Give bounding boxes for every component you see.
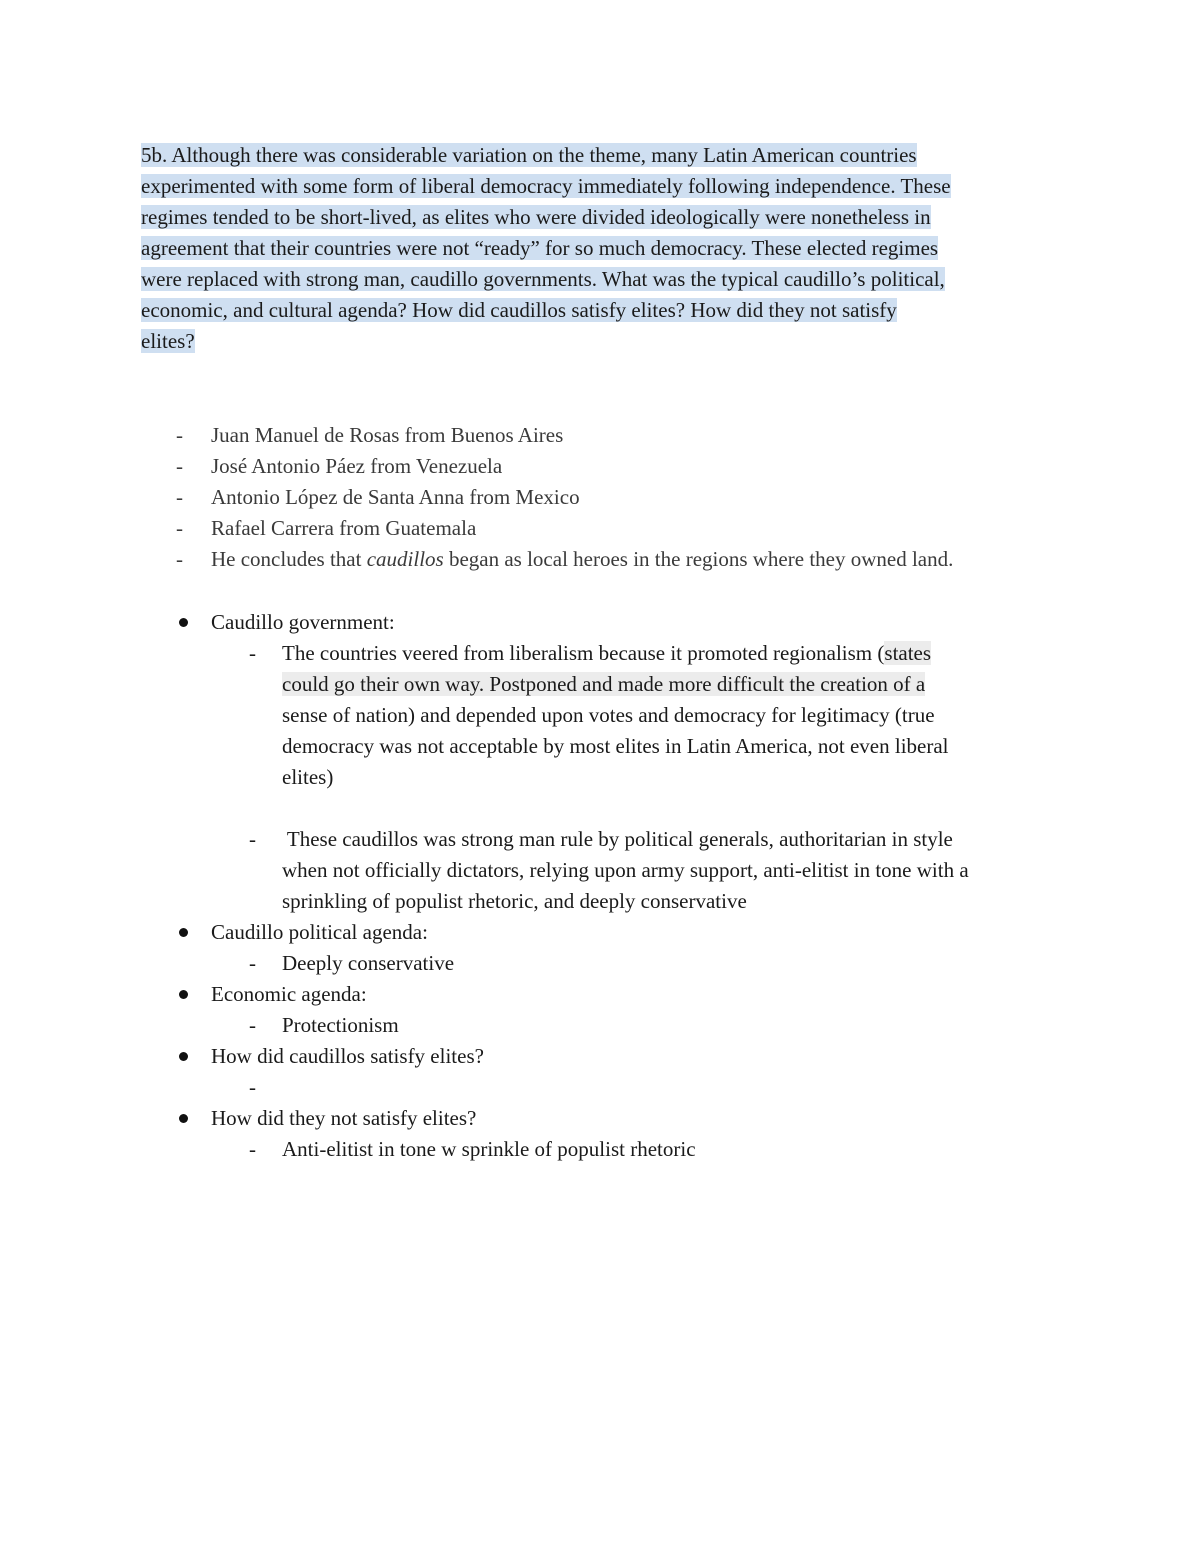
bullet-not-satisfy: [172, 1103, 1072, 1165]
bullet-heading: Caudillo government:: [211, 610, 395, 634]
bullet-dot-icon: [179, 928, 188, 937]
list-item: - José Antonio Páez from Venezuela: [176, 454, 503, 478]
sub-item: -: [249, 1075, 256, 1099]
bullet-heading: How did caudillos satisfy elites?: [211, 1044, 484, 1068]
list-item: - Rafael Carrera from Guatemala: [176, 516, 477, 540]
bullet-satisfy: [172, 1041, 1072, 1103]
list-item: - Antonio López de Santa Anna from Mexico: [176, 485, 580, 509]
question-line: experimented with some form of liberal democracy immediately following independence. These: [141, 174, 951, 198]
question-paragraph: [141, 140, 1061, 357]
bullet-economic: [172, 979, 1072, 1041]
question-line: regimes tended to be short-lived, as elites who were divided ideologically were nonetheless in: [141, 205, 931, 229]
bullet-heading: How did they not satisfy elites?: [211, 1106, 477, 1130]
bullet-dot-icon: [179, 1052, 188, 1061]
bullet-dot-icon: [179, 990, 188, 999]
bullet-dot-icon: [179, 618, 188, 627]
blank-line: [211, 793, 1072, 824]
sub-item: - Anti-elitist in tone w sprinkle of populist rhetoric: [249, 1137, 696, 1161]
bullet-heading: Caudillo political agenda:: [211, 920, 428, 944]
caudillos-list: [172, 420, 1072, 575]
bullet-political: [172, 917, 1072, 979]
question-line: economic, and cultural agenda? How did caudillos satisfy elites? How did they not satisfy: [141, 298, 897, 322]
sub-item: - These caudillos was strong man rule by political generals, authoritarian in style when not officially dictators, relying upon army support, anti-elitist in tone with a sprinkling of populist rhetoric, and deeply conservative: [249, 827, 969, 913]
sub-item: - The countries veered from liberalism because it promoted regionalism (states could go their own way. Postponed and made more difficult the creation of a sense of nation) and depended upon votes and democracy for legitimacy (true democracy was not acceptable by most elites in Latin America, not even liberal elites): [249, 641, 949, 789]
question-line: agreement that their countries were not “ready” for so much democracy. These elected regimes: [141, 236, 939, 260]
bullet-heading: Economic agenda:: [211, 982, 367, 1006]
question-line: were replaced with strong man, caudillo governments. What was the typical caudillo’s political,: [141, 267, 945, 291]
sub-item: - Deeply conservative: [249, 951, 455, 975]
list-item-conclusion: - He concludes that caudillos began as local heroes in the regions where they owned land.: [176, 547, 954, 571]
list-item: - Juan Manuel de Rosas from Buenos Aires: [176, 423, 564, 447]
question-line: elites?: [141, 329, 195, 353]
bullet-dot-icon: [179, 1114, 188, 1123]
sub-item: - Protectionism: [249, 1013, 399, 1037]
bullet-government: [172, 607, 1072, 917]
agenda-bullets: [172, 607, 1072, 1165]
question-line: 5b. Although there was considerable variation on the theme, many Latin American countries: [141, 143, 917, 167]
